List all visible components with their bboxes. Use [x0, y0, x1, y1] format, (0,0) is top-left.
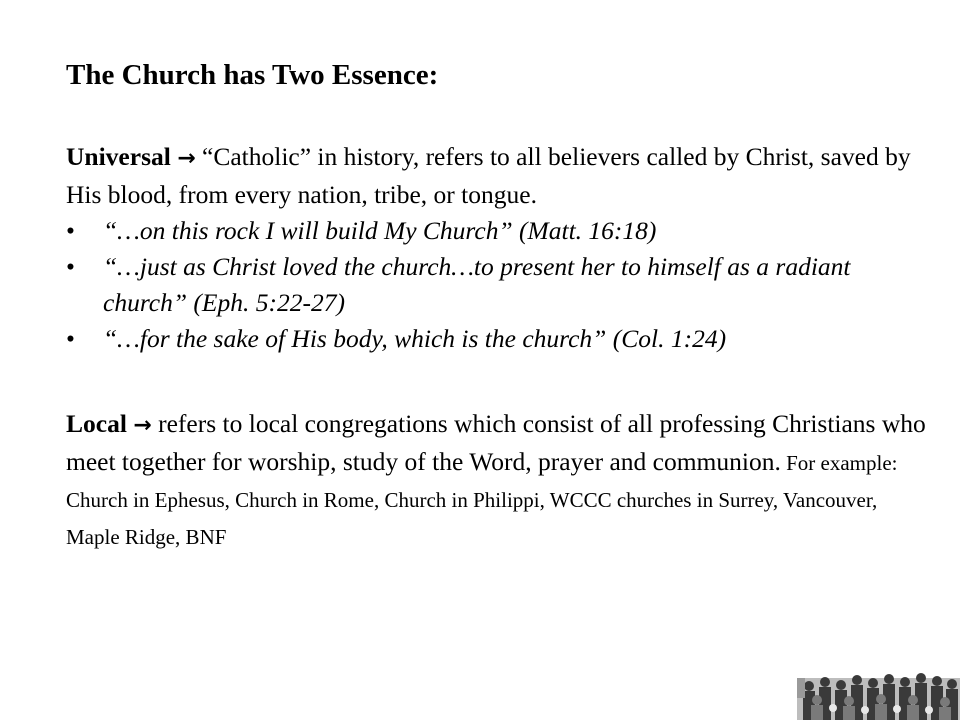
group-photo-graphic: [795, 660, 960, 720]
list-item: [66, 249, 926, 321]
local-term: Local: [66, 409, 127, 438]
scripture-list: [66, 213, 926, 357]
universal-paragraph: [66, 139, 926, 213]
group-photo-icon: [795, 660, 960, 720]
bullet-icon: •: [66, 216, 75, 245]
universal-section: [66, 139, 926, 357]
universal-text: “Catholic” in history, refers to all believers called by Christ, saved by His blood, from every nation, tribe, or tongue.: [66, 142, 911, 209]
arrow-right-icon: →: [133, 413, 152, 438]
scripture-quote: “…on this rock I will build My Church” (Matt. 16:18): [103, 216, 657, 245]
local-section: [66, 406, 926, 555]
list-item: [66, 321, 926, 357]
bullet-icon: •: [66, 324, 75, 353]
slide-title: The Church has Two Essence:: [66, 59, 439, 91]
scripture-quote: “…for the sake of His body, which is the church” (Col. 1:24): [103, 324, 727, 353]
list-item: [66, 213, 926, 249]
local-paragraph: [66, 406, 926, 555]
universal-term: Universal: [66, 142, 171, 171]
arrow-right-icon: →: [177, 146, 196, 171]
local-text: refers to local congregations which consist of all professing Christians who meet together for worship, study of the Word, prayer and communion.: [66, 409, 926, 476]
scripture-quote: “…just as Christ loved the church…to present her to himself as a radiant church” (Eph. 5:22-27): [103, 252, 851, 317]
bullet-icon: •: [66, 252, 75, 281]
local-example: For example: Church in Ephesus, Church in Rome, Church in Philippi, WCCC churches in Surrey, Vancouver, Maple Ridge, BNF: [66, 451, 898, 549]
